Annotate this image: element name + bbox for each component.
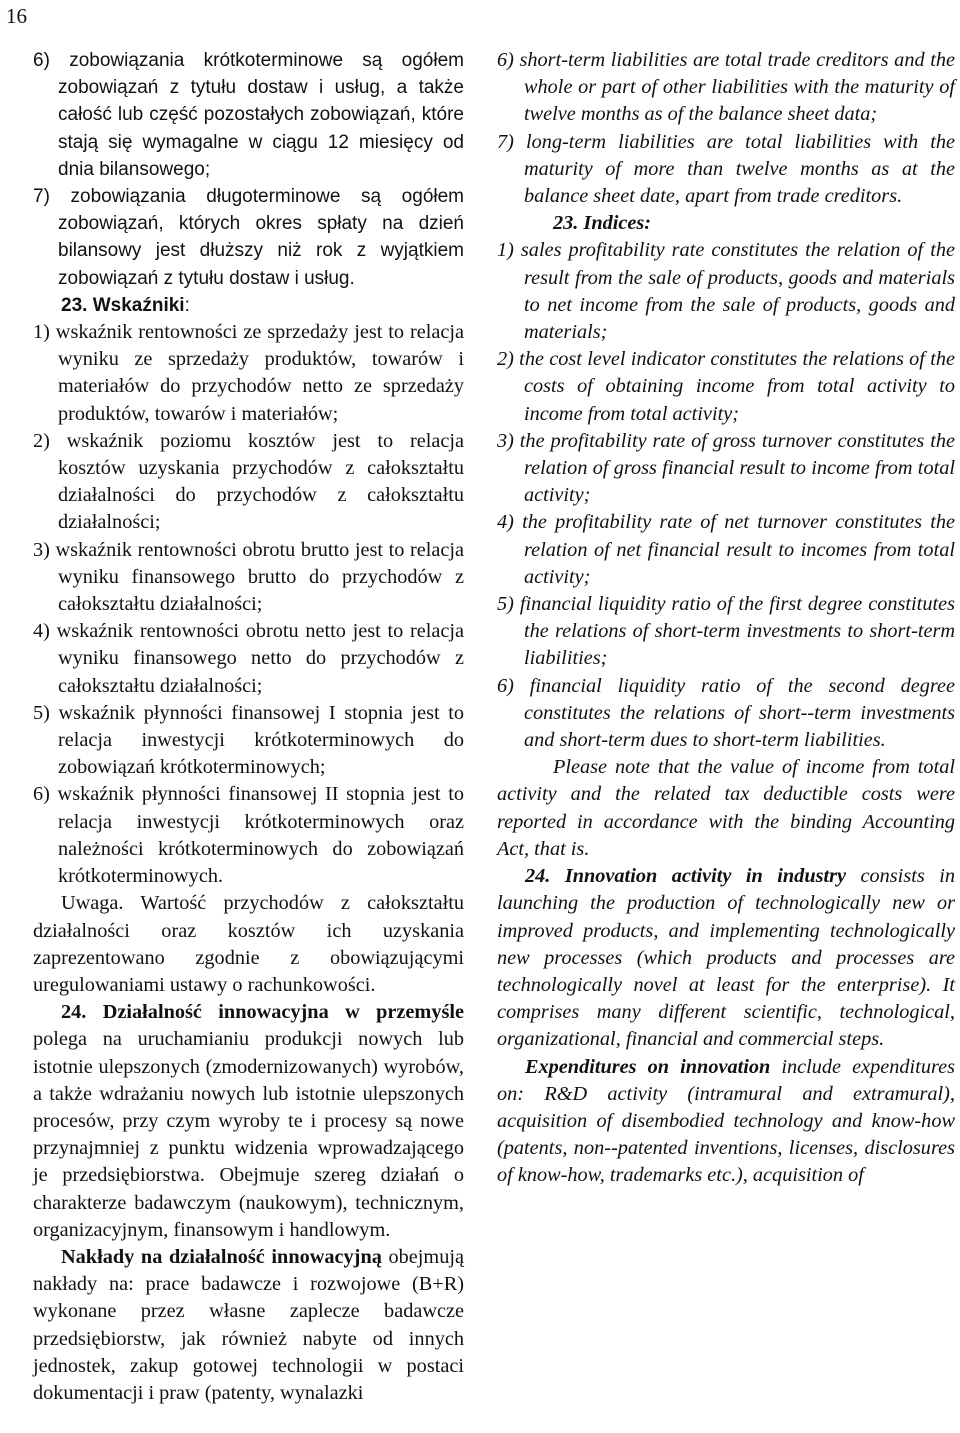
polish-column — [33, 47, 464, 1407]
pl-section-23-title: Wskaźniki — [92, 294, 185, 316]
pl-indicator-2: 2) wskaźnik poziomu kosztów jest to relacja kosztów uzyskania przychodów z całokształtu działalności do przychodów z całokształtu działalności; — [33, 429, 464, 534]
page-number: 16 — [6, 4, 27, 28]
pl-indicator-1: 1) wskaźnik rentowności ze sprzedaży jest to relacja wyniku ze sprzedaży produktów, towarów i materiałów do przychodów netto ze sprzedaży produktów, towarów i materiałów; — [33, 321, 464, 425]
pl-expenditures — [33, 1244, 464, 1407]
pl-section-23-heading — [33, 292, 464, 319]
pl-item-7-definition: 7) zobowiązania długoterminowe są ogółem zobowiązań, których okres spłaty na dzień bilansowy jest dłuższy niż rok z wyjątkiem zobowiązań z tytułu dostaw i usług. — [33, 186, 464, 289]
pl-section-24-text: polega na uruchamianiu produkcji nowych lub istotnie ulepszonych (zmodernizowanych) wyrobów, a także wdrażaniu nowych lub istotnie ulepszonych procesów, przy czym wyroby te i procesy są nowe przynajmniej z punktu widzenia wprowadzającego je przedsiębiorstwa. Obejmuje szereg działań o charakterze badawczym (naukowym), technicznym, organizacyjnym, finansowym i handlowym. — [33, 1028, 464, 1241]
pl-expenditures-text: obejmują nakłady na: prace badawcze i rozwojowe (B+R) wykonane przez własne zaplecze badawcze przedsiębiorstw, jak również nabyte od innych jednostek, zakup gotowej technologii w postaci dokumentacji i praw (patenty, wynalazki — [33, 1245, 464, 1404]
pl-indicator-5: 5) wskaźnik płynności finansowej I stopnia jest to relacja inwestycji krótkoterminowych do zobowiązań krótkoterminowych; — [33, 701, 464, 779]
en-indicator-2: 2) the cost level indicator constitutes the relations of the costs of obtaining income from total activity to income from total activity; — [497, 348, 955, 425]
en-indicator-5: 5) financial liquidity ratio of the first degree constitutes the relations of short-term investments to short-term liabilities; — [497, 593, 955, 670]
en-section-24 — [497, 863, 955, 1053]
en-section-24-title: 24. Innovation activity in industry — [525, 865, 847, 888]
pl-indicator-3: 3) wskaźnik rentowności obrotu brutto jest to relacja wyniku finansowego brutto do przychodów z całokształtu działalności; — [33, 538, 464, 616]
en-indicator-1: 1) sales profitability rate constitutes the relation of the result from the sale of products, goods and materials to net income from the sale of products, goods and materials; — [497, 239, 955, 344]
pl-indicator-6: 6) wskaźnik płynności finansowej II stopnia jest to relacja inwestycji krótkoterminowych oraz należności krótkoterminowych do zobowiązań krótkoterminowych. — [33, 783, 464, 888]
pl-expenditures-title: Nakłady na działalność innowacyjną — [61, 1245, 382, 1268]
pl-section-24 — [33, 999, 464, 1244]
pl-indicator-4: 4) wskaźnik rentowności obrotu netto jest to relacja wyniku finansowego netto do przychodów z całokształtu działalności; — [33, 620, 464, 697]
en-indicator-6: 6) financial liquidity ratio of the second degree constitutes the relations of short--term investments and short-term dues to short-term liabilities. — [497, 674, 955, 752]
en-indicator-4: 4) the profitability rate of net turnover constitutes the relation of net financial result to incomes from total activity; — [497, 511, 955, 588]
en-item-6-definition: 6) short-term liabilities are total trade creditors and the whole or part of other liabilities with the maturity of twelve months as of the balance sheet data; — [497, 49, 955, 126]
pl-item-6-definition: 6) zobowiązania krótkoterminowe są ogółem zobowiązań z tytułu dostaw i usług, a także całość lub część pozostałych zobowiązań, które stają się wymagalne w ciągu 12 miesięcy od dnia bilansowego; — [33, 50, 464, 180]
en-section-23-heading — [497, 210, 955, 237]
pl-note: Uwaga. Wartość przychodów z całokształtu działalności oraz kosztów ich uzyskania zaprezentowano zgodnie z obowiązującymi uregulowaniami ustawy o rachunkowości. — [33, 892, 464, 996]
en-item-7-definition: 7) long-term liabilities are total liabilities with the maturity of more than twelve months as at the balance sheet date, apart from trade creditors. — [497, 130, 955, 208]
en-expenditures — [497, 1054, 955, 1190]
english-column — [497, 47, 955, 1190]
pl-section-23-colon: : — [184, 294, 190, 316]
pl-section-23-number: 23. — [61, 294, 88, 316]
en-note: Please note that the value of income from total activity and the related tax deductible costs were reported in accordance with the binding Accounting Act, that is. — [497, 756, 955, 860]
pl-section-24-title: 24. Działalność innowacyjna w przemyśle — [61, 1001, 464, 1024]
en-indicator-3: 3) the profitability rate of gross turnover constitutes the relation of gross financial result to income from total activity; — [497, 429, 955, 507]
en-expenditures-text: include expenditures on: R&D activity (intramural and extramural), acquisition of disembodied technology and know-how (patents, non--patented inventions, licenses, disclosures of know-how, trademarks etc.), acquisition of — [497, 1055, 955, 1187]
en-section-24-text: consists in launching the production of technologically new or improved products, and implementing technologically new processes (which products and processes are technologically novel at least for the enterprise). It comprises many different scientific, technological, organizational, financial and commercial steps. — [497, 865, 955, 1051]
en-section-23-title: 23. Indices: — [553, 212, 652, 235]
en-expenditures-title: Expenditures on innovation — [525, 1055, 771, 1078]
